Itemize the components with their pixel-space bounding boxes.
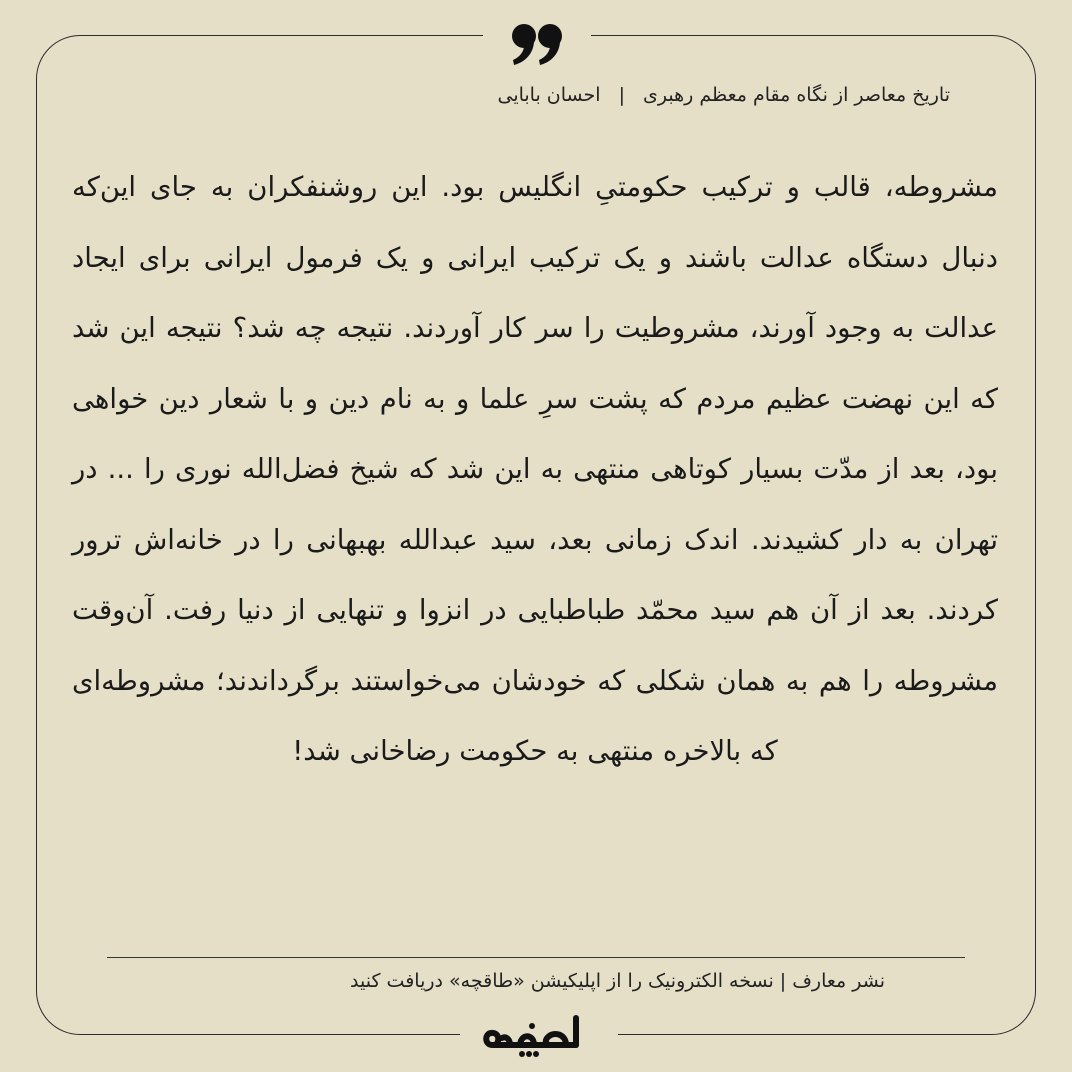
book-title: تاریخ معاصر از نگاه مقام معظم رهبری [643,84,950,106]
quote-text: مشروطه، قالب و ترکیب حکومتیِ انگلیس بود. این روشنفکران به جای این‌که دنبال دستگاه عدالت باشند و یک ترکیب ایرانی و یک فرمول ایرانی برای ایجاد عدالت به وجود آورند، مشروطیت را سر کار آوردند. نتیجه چه شد؟ نتیجه این شد که این نهضت عظیم مردم که پشت سرِ علما و به نام دین و با شعار دین خواهی بود، بعد از مدّت بسیار کوتاهی منتهی به این شد که شیخ فضل‌الله نوری را ... در تهران به دار کشیدند. اندک زمانی بعد، سید عبدالله بهبهانی را در خانه‌اش ترور کردند. بعد از آن هم سید محمّد طباطبایی در انزوا و تنهایی از دنیا رفت. آن‌وقت مشروطه را هم به همان شکلی که خودشان می‌خواستند برگرداندند؛ مشروطه‌ای که بالاخره منتهی به حکومت رضاخانی شد! [72,171,998,767]
quote-marks-icon [508,20,566,66]
footer-divider [107,957,965,958]
publisher-line: نشر معارف | نسخه الکترونیک را از اپلیکیشن «طاقچه» دریافت کنید [350,970,885,992]
source-line [497,84,950,106]
source-separator: | [618,84,625,106]
author-name: احسان بابایی [497,84,601,106]
taaghche-logo [476,1012,598,1058]
